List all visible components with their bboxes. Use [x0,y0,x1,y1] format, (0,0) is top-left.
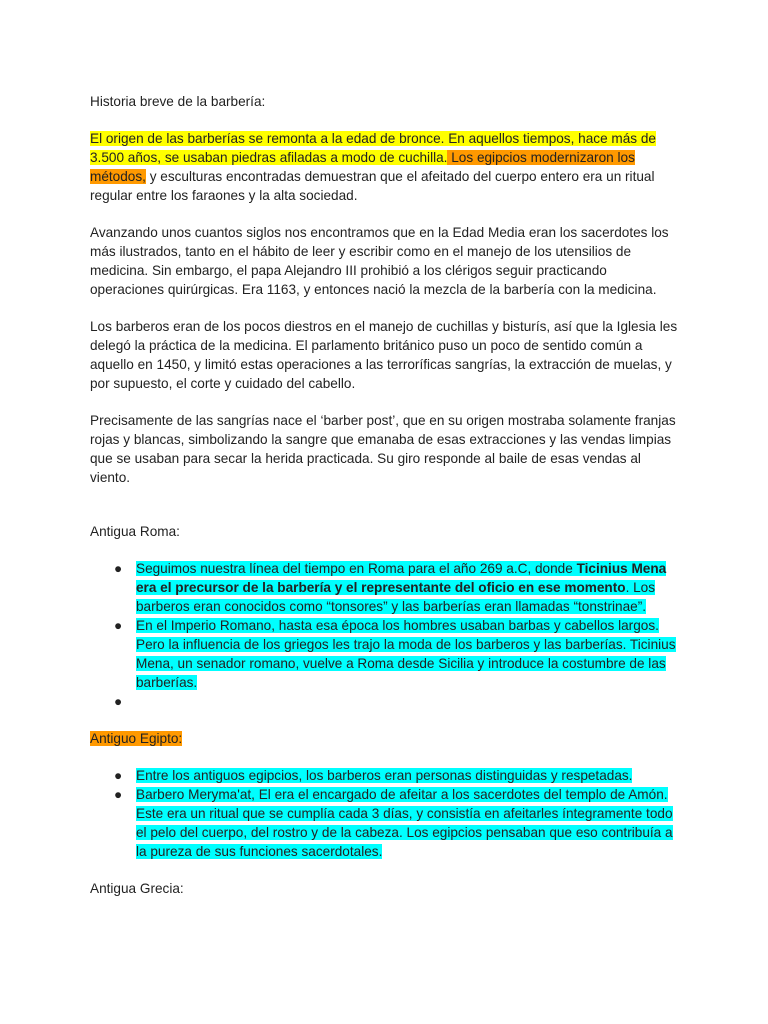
roma-item-1-tail: . Los barberos eran conocidos como “tonsores” y las barberías eran llamadas “tonstrinae”. [136,580,656,614]
bullet-icon: ● [114,561,123,576]
list-roma [90,559,682,711]
intro-text: y esculturas encontradas demuestran que el afeitado del cuerpo entero era un ritual regular entre los faraones y la alta sociedad. [90,169,655,203]
list-item [90,785,682,861]
paragraph-edad-media: Avanzando unos cuantos siglos nos encontramos que en la Edad Media eran los sacerdotes los más ilustrados, tanto en el hábito de leer y escribir como en el manejo de los utensilios de medicina. Sin embargo, el papa Alejandro III prohibió a los clérigos seguir practicando operaciones quirúrgicas. Era 1163, y entonces nació la mezcla de la barbería con la medicina. [90,225,669,297]
roma-item-1-bold: Ticinius Mena era el precursor de la barbería y el representante del oficio en ese momento [136,561,667,595]
heading-antigua-roma: Antigua Roma: [90,524,180,539]
list-item [90,559,682,616]
list-item-empty [90,692,682,711]
document-body [90,92,682,916]
intro-highlight-yellow: El origen de las barberías se remonta a la edad de bronce. En aquellos tiempos, hace más de 3.500 años, se usaban piedras afiladas a modo de cuchilla. [90,131,656,165]
heading-antiguo-egipto-text: Antiguo Egipto: [90,731,183,746]
egipto-item-1: Entre los antiguos egipcios, los barberos eran personas distinguidas y respetadas. [136,768,633,783]
roma-item-1 [136,561,666,614]
list-item [90,766,682,785]
bullet-icon: ● [114,618,123,633]
roma-item-2: En el Imperio Romano, hasta esa época los hombres usaban barbas y cabellos largos. Pero la influencia de los griegos les trajo la moda de los barberos y las barberías. Ticinius Mena, un senador romano, vuelve a Roma desde Sicilia y introduce la costumbre de las barberías. [136,618,676,690]
heading-antiguo-egipto [90,729,682,748]
heading-antigua-grecia: Antigua Grecia: [90,881,184,896]
egipto-item-2: Barbero Meryma'at, El era el encargado de afeitar a los sacerdotes del templo de Amón. Este era un ritual que se cumplía cada 3 días, y consistía en afeitarles íntegramente todo el pelo del cuerpo, del rostro y de la cabeza. Los egipcios pensaban que eso contribuía a la pureza de sus funciones sacerdotales. [136,787,673,859]
roma-item-1-text: Seguimos nuestra línea del tiempo en Roma para el año 269 a.C, donde [136,561,577,576]
bullet-icon: ● [114,787,123,802]
list-item [90,616,682,692]
intro-highlight-orange: Los egipcios modernizaron los métodos, [90,150,635,184]
paragraph-barberos: Los barberos eran de los pocos diestros en el manejo de cuchillas y bisturís, así que la Iglesia les delegó la práctica de la medicina. El parlamento británico puso un poco de sentido común a aquello en 1450, y limitó estas operaciones a las terroríficas sangrías, la extracción de muelas, y por supuesto, el corte y cuidado del cabello. [90,319,678,391]
list-egipto [90,766,682,861]
intro-paragraph [90,129,682,205]
bullet-icon: ● [114,768,123,783]
bullet-icon: ● [114,694,123,709]
document-title: Historia breve de la barbería: [90,94,266,109]
paragraph-barber-post: Precisamente de las sangrías nace el ‘barber post’, que en su origen mostraba solamente franjas rojas y blancas, simbolizando la sangre que emanaba de esas extracciones y las vendas limpias que se usaban para secar la herida practicada. Su giro responde al baile de esas vendas al viento. [90,413,676,485]
